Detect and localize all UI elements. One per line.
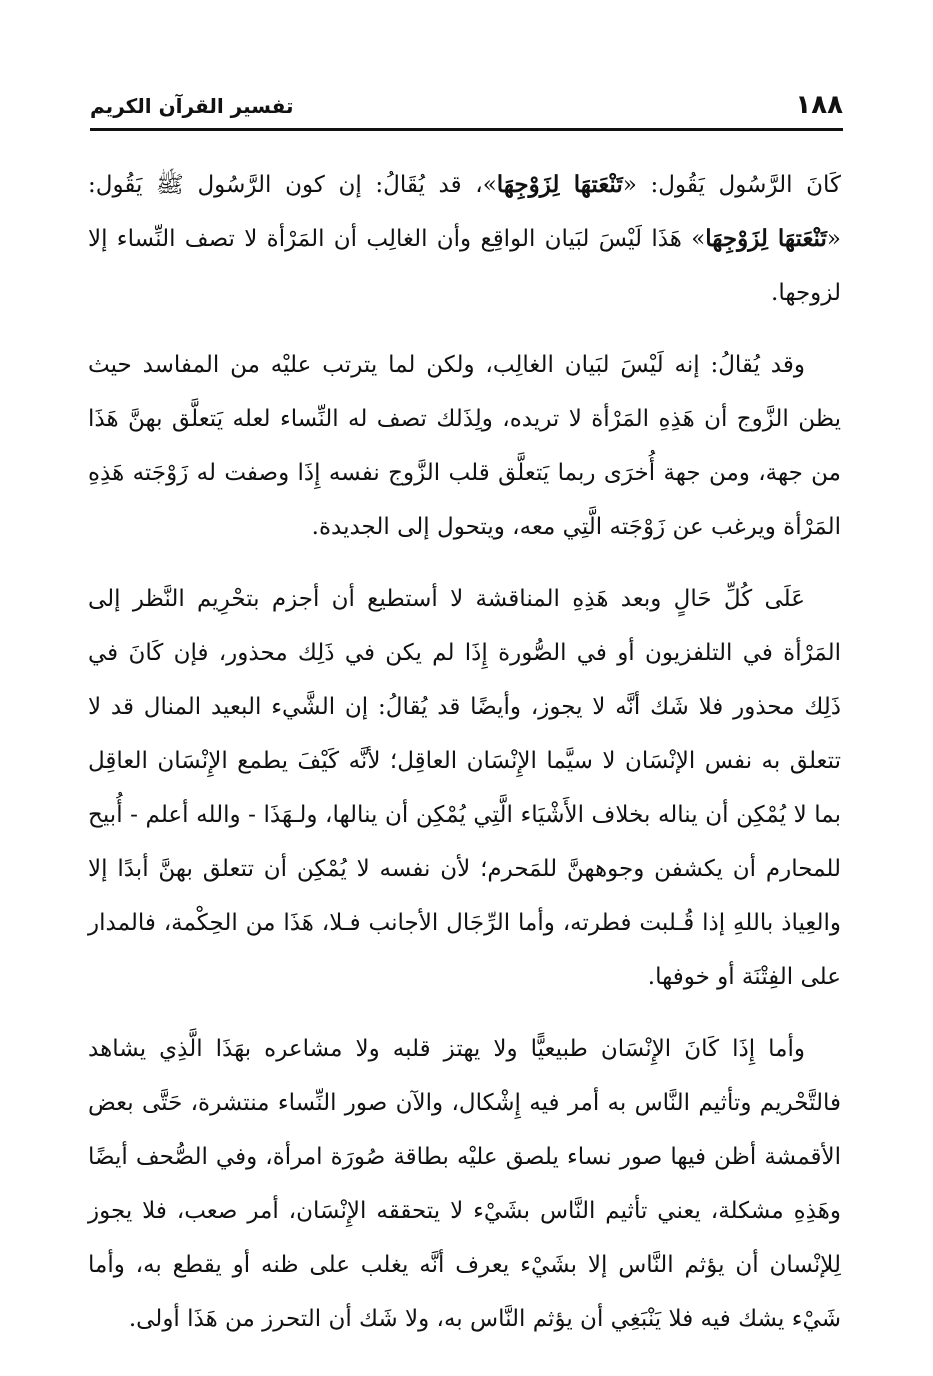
- paragraph-3: عَلَى كُلِّ حَالٍ وبعد هَذِهِ المناقشة لا أستطيع أن أجزم بتحْرِيم النَّظر إلى المَرْأة في التلفزيون أو في الصُّورة إِذَا لم يكن في ذَلِك محذور، فإن كَانَ في ذَلِك محذور فلا شَك أنَّه لا يجوز، وأيضًا قد يُقالُ: إن الشَّيء البعيد المنال قد لا تتعلق به نفس الإنْسَان لا سيَّما الإِنْسَان العاقِل؛ لأنَّه كَيْفَ يطمع الإِنْسَان العاقِل بما لا يُمْكِن أن يناله بخلاف الأَشْيَاء الَّتِي يُمْكِن أن ينالها، ولـهَذَا - والله أعلم - أُبيح للمحارم أن يكشفن وجوههنَّ للمَحرم؛ لأن نفسه لا يُمْكِن أن تتعلق بهنَّ أبدًا إلا والعِياذ باللهِ إذا قُـلبت فطرته، وأما الرِّجَال الأجانب فـلا، هَذَا من الحِكْمة، فالمدار على الفِتْنَة أو خوفها.: [88, 586, 841, 990]
- page-header: [90, 86, 843, 126]
- page-number: ١٨٨: [795, 90, 843, 120]
- paragraph-2: وقد يُقالُ: إنه لَيْسَ لبَيان الغالِب، ولكن لما يترتب عليْه من المفاسد حيث يظن الزَّوج أن هَذِهِ المَرْأة لا تريده، ولِذَلك تصف له النِّساء لعله يَتعلَّق بهنَّ هَذَا من جهة، ومن جهة أُخرَى ربما يَتعلَّق قلب الزَّوج نفسه إِذَا وصفت له زَوْجَته هَذِهِ المَرْأة ويرغب عن زَوْجَته الَّتِي معه، ويتحول إلى الجديدة.: [88, 352, 841, 540]
- hadith-quote-2: تَنْعَتهَا لِزَوْجِهَا: [705, 225, 827, 252]
- body-text: [88, 158, 841, 1364]
- header-divider: [90, 128, 843, 131]
- paragraph-1-text-c: » هَذَا لَيْسَ لبَيان الواقِع وأن الغالِب أن المَرْأة لا تصف النِّساء إلا لزوجها.: [88, 226, 841, 306]
- paragraph-1: [88, 158, 841, 320]
- paragraph-1-text-a: كَانَ الرَّسُول يَقُول: «: [622, 172, 841, 198]
- paragraph-4: وأما إِذَا كَانَ الإِنْسَان طبيعيًّا ولا يهتز قلبه ولا مشاعره بهَذَا الَّذِي يشاهد فالتَّحْريم وتأثيم النَّاس به أمر فيه إِشْكال، والآن صور النِّساء منتشرة، حَتَّى بعض الأقمشة أظن فيها صور نساء يلصق عليْه بطاقة صُورَة امرأة، وفي الصُّحف أيضًا وهَذِهِ مشكلة، يعني تأثيم النَّاس بشَيْء لا يتحققه الإِنْسَان، أمر صعب، فلا يجوز لِلإنْسان أن يؤثم النَّاس إلا بشَيْء يعرف أنَّه يغلب على ظنه أو يقطع به، وأما شَيْء يشك فيه فلا يَنْبَغِي أن يؤثم النَّاس به، ولا شَك أن التحرز من هَذَا أولى.: [88, 1036, 841, 1332]
- paragraph-1-text-b: »، قد يُقَالُ: إن كون الرَّسُول ﷺ يَقُول: «: [88, 172, 841, 252]
- hadith-quote-1: تَنْعَتهَا لِزَوْجِهَا: [496, 171, 623, 198]
- running-title: تفسير القرآن الكريم: [90, 94, 294, 118]
